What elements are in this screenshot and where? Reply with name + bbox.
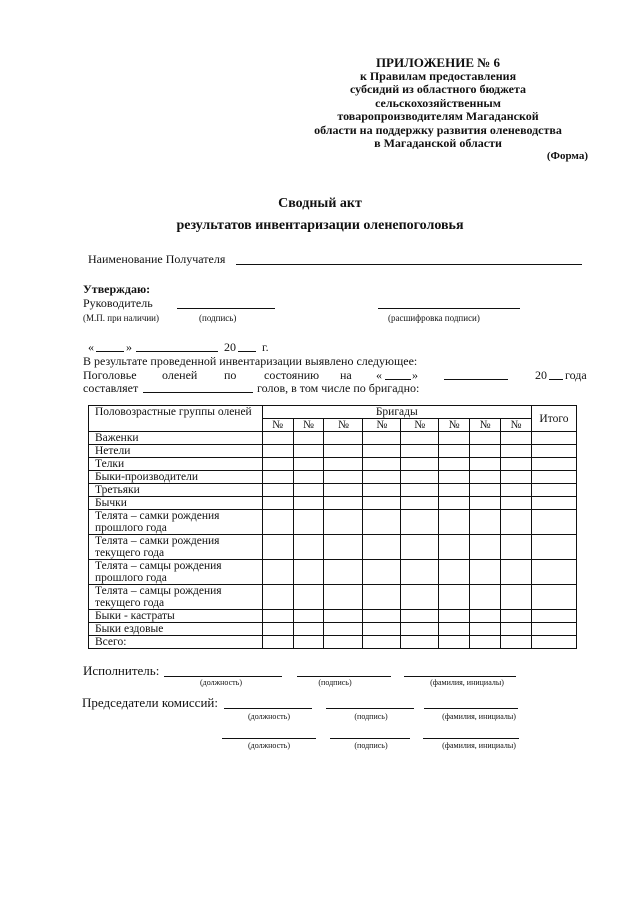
brigade-count-cell[interactable] xyxy=(401,585,439,610)
executor-signature-field[interactable] xyxy=(297,676,391,677)
brigade-count-cell[interactable] xyxy=(401,445,439,458)
brigade-count-cell[interactable] xyxy=(501,560,532,585)
age-group-label: Телята – самки рождения текущего года xyxy=(89,535,263,560)
chairman1-name-caption: (фамилия, инициалы) xyxy=(442,712,516,721)
mp-caption: (М.П. при наличии) xyxy=(83,313,159,323)
result-month-field[interactable] xyxy=(444,379,508,380)
brigade-count-cell[interactable] xyxy=(324,560,363,585)
total-count-cell[interactable] xyxy=(531,458,576,471)
brigade-count-cell[interactable] xyxy=(501,510,532,535)
table-row xyxy=(89,535,577,560)
decode-caption: (расшифровка подписи) xyxy=(388,313,480,323)
brigade-count-cell[interactable] xyxy=(401,458,439,471)
brigade-count-cell[interactable] xyxy=(363,585,401,610)
brigade-count-cell[interactable] xyxy=(501,623,532,636)
brigade-count-cell[interactable] xyxy=(439,535,470,560)
sign-caption: (подпись) xyxy=(199,313,237,323)
total-count-cell[interactable] xyxy=(531,623,576,636)
brigade-count-cell[interactable] xyxy=(293,471,324,484)
brigade-count-cell[interactable] xyxy=(470,636,501,649)
result-quote-open: « xyxy=(376,368,382,382)
brigade-no-8: № xyxy=(501,419,532,432)
chairman-label: Председатели комиссий: xyxy=(82,695,218,710)
chairman2-signature-field[interactable] xyxy=(330,738,410,739)
table-row xyxy=(89,445,577,458)
age-group-label: Бычки xyxy=(89,497,263,510)
brigade-count-cell[interactable] xyxy=(470,471,501,484)
brigade-count-cell[interactable] xyxy=(501,458,532,471)
brigade-count-cell[interactable] xyxy=(401,560,439,585)
total-count-cell[interactable] xyxy=(531,497,576,510)
brigade-count-cell[interactable] xyxy=(439,445,470,458)
table-row xyxy=(89,484,577,497)
total-count-cell[interactable] xyxy=(531,484,576,497)
brigade-count-cell[interactable] xyxy=(401,484,439,497)
recipient-field[interactable] xyxy=(236,264,582,265)
result-year-word: года xyxy=(565,368,587,382)
brigade-count-cell[interactable] xyxy=(363,510,401,535)
approve-heading: Утверждаю: xyxy=(83,282,151,296)
chairman1-name-field[interactable] xyxy=(424,708,518,709)
form-label: (Форма) xyxy=(546,150,588,162)
brigade-count-cell[interactable] xyxy=(439,432,470,445)
age-group-label: Нетели xyxy=(89,445,263,458)
brigade-count-cell[interactable] xyxy=(262,458,293,471)
executor-position-field[interactable] xyxy=(164,676,282,677)
brigade-count-cell[interactable] xyxy=(262,445,293,458)
col-total-header: Итого xyxy=(531,406,576,432)
brigade-count-cell[interactable] xyxy=(401,610,439,623)
brigade-count-cell[interactable] xyxy=(401,510,439,535)
brigade-no-5: № xyxy=(401,419,439,432)
table-row xyxy=(89,560,577,585)
brigade-count-cell[interactable] xyxy=(470,623,501,636)
table-row xyxy=(89,585,577,610)
brigade-count-cell[interactable] xyxy=(470,585,501,610)
brigade-count-cell[interactable] xyxy=(324,471,363,484)
brigade-count-cell[interactable] xyxy=(401,623,439,636)
brigade-count-cell[interactable] xyxy=(439,458,470,471)
brigade-count-cell[interactable] xyxy=(262,497,293,510)
executor-name-caption: (фамилия, инициалы) xyxy=(430,678,504,687)
brigade-count-cell[interactable] xyxy=(363,484,401,497)
date-day-field[interactable] xyxy=(96,351,124,352)
date-year-prefix: 20 xyxy=(224,340,236,354)
head-label: Руководитель xyxy=(83,296,153,310)
result-line3-prefix: составляет xyxy=(83,381,139,395)
brigade-count-cell[interactable] xyxy=(324,497,363,510)
brigade-count-cell[interactable] xyxy=(501,497,532,510)
brigade-count-cell[interactable] xyxy=(262,560,293,585)
brigade-count-cell[interactable] xyxy=(293,458,324,471)
brigade-count-cell[interactable] xyxy=(470,535,501,560)
brigade-count-cell[interactable] xyxy=(470,497,501,510)
chairman1-signature-caption: (подпись) xyxy=(354,712,388,721)
chairman1-position-caption: (должность) xyxy=(248,712,290,721)
total-count-cell[interactable] xyxy=(531,585,576,610)
age-group-label: Телята – самки рождения прошлого года xyxy=(89,510,263,535)
executor-label: Исполнитель: xyxy=(83,663,160,678)
result-intro: В результате проведенной инвентаризации выявлено следующее: xyxy=(83,354,418,368)
chairman1-position-field[interactable] xyxy=(224,708,312,709)
table-row xyxy=(89,497,577,510)
appendix-line: в Магаданской области xyxy=(374,136,502,150)
total-count-cell[interactable] xyxy=(531,471,576,484)
brigade-count-cell[interactable] xyxy=(363,560,401,585)
chairman2-signature-caption: (подпись) xyxy=(354,741,388,750)
head-signature-field[interactable] xyxy=(177,308,275,309)
date-month-field[interactable] xyxy=(136,351,218,352)
date-year-field[interactable] xyxy=(238,351,256,352)
brigade-count-cell[interactable] xyxy=(439,471,470,484)
brigade-count-cell[interactable] xyxy=(293,623,324,636)
brigade-count-cell[interactable] xyxy=(262,623,293,636)
executor-name-field[interactable] xyxy=(404,676,516,677)
inventory-table xyxy=(88,405,577,649)
total-count-cell[interactable] xyxy=(531,610,576,623)
brigade-count-cell[interactable] xyxy=(501,610,532,623)
total-count-cell[interactable] xyxy=(531,510,576,535)
brigade-count-cell[interactable] xyxy=(470,560,501,585)
brigade-count-cell[interactable] xyxy=(501,432,532,445)
table-row xyxy=(89,636,577,649)
brigade-count-cell[interactable] xyxy=(439,510,470,535)
document-subtitle: результатов инвентаризации оленепоголовья xyxy=(176,218,464,233)
age-group-label: Важенки xyxy=(89,432,263,445)
appendix-line: субсидий из областного бюджета xyxy=(349,82,527,96)
chairman2-name-field[interactable] xyxy=(423,738,519,739)
col-brigades-header: Бригады xyxy=(262,406,531,419)
executor-position-caption: (должность) xyxy=(200,678,242,687)
brigade-count-cell[interactable] xyxy=(401,471,439,484)
brigade-count-cell[interactable] xyxy=(501,636,532,649)
brigade-count-cell[interactable] xyxy=(439,623,470,636)
brigade-count-cell[interactable] xyxy=(501,445,532,458)
brigade-count-cell[interactable] xyxy=(470,458,501,471)
brigade-count-cell[interactable] xyxy=(293,484,324,497)
table-row xyxy=(89,623,577,636)
brigade-count-cell[interactable] xyxy=(324,432,363,445)
brigade-count-cell[interactable] xyxy=(324,623,363,636)
table-row xyxy=(89,432,577,445)
brigade-count-cell[interactable] xyxy=(363,610,401,623)
brigade-count-cell[interactable] xyxy=(293,445,324,458)
brigade-count-cell[interactable] xyxy=(470,445,501,458)
brigade-count-cell[interactable] xyxy=(401,497,439,510)
recipient-label: Наименование Получателя xyxy=(88,252,226,266)
total-count-cell[interactable] xyxy=(531,445,576,458)
total-count-cell[interactable] xyxy=(531,560,576,585)
brigade-count-cell[interactable] xyxy=(470,484,501,497)
document-title: Сводный акт xyxy=(278,196,362,211)
brigade-no-4: № xyxy=(363,419,401,432)
result-w4: состоянию xyxy=(264,368,320,382)
age-group-label: Всего: xyxy=(89,636,263,649)
brigade-count-cell[interactable] xyxy=(363,432,401,445)
brigade-count-cell[interactable] xyxy=(293,535,324,560)
table-row xyxy=(89,610,577,623)
brigade-count-cell[interactable] xyxy=(293,610,324,623)
brigade-count-cell[interactable] xyxy=(501,535,532,560)
brigade-count-cell[interactable] xyxy=(262,510,293,535)
brigade-count-cell[interactable] xyxy=(324,535,363,560)
brigade-count-cell[interactable] xyxy=(363,497,401,510)
age-group-label: Быки ездовые xyxy=(89,623,263,636)
result-w2: оленей xyxy=(162,368,198,382)
head-decode-field[interactable] xyxy=(378,308,520,309)
brigade-count-cell[interactable] xyxy=(262,585,293,610)
brigade-count-cell[interactable] xyxy=(262,432,293,445)
brigade-count-cell[interactable] xyxy=(262,636,293,649)
result-quote-close: » xyxy=(412,368,418,382)
brigade-count-cell[interactable] xyxy=(293,497,324,510)
appendix-number: ПРИЛОЖЕНИЕ № 6 xyxy=(375,55,501,70)
brigade-count-cell[interactable] xyxy=(439,497,470,510)
brigade-count-cell[interactable] xyxy=(439,610,470,623)
brigade-count-cell[interactable] xyxy=(401,535,439,560)
total-count-cell[interactable] xyxy=(531,636,576,649)
chairman2-name-caption: (фамилия, инициалы) xyxy=(442,741,516,750)
total-count-cell[interactable] xyxy=(531,432,576,445)
brigade-count-cell[interactable] xyxy=(501,471,532,484)
appendix-line: области на поддержку развития оленеводства xyxy=(314,122,562,137)
brigade-count-cell[interactable] xyxy=(470,610,501,623)
brigade-count-cell[interactable] xyxy=(439,585,470,610)
brigade-count-cell[interactable] xyxy=(324,484,363,497)
col-group-header: Половозрастные группы оленей xyxy=(89,406,263,432)
result-line3-suffix: голов, в том числе по бригадно: xyxy=(257,381,420,395)
age-group-label: Быки - кастраты xyxy=(89,610,263,623)
date-open-quote: « xyxy=(88,340,94,354)
brigade-count-cell[interactable] xyxy=(293,585,324,610)
brigade-count-cell[interactable] xyxy=(363,458,401,471)
age-group-label: Телята – самцы рождения прошлого года xyxy=(89,560,263,585)
brigade-count-cell[interactable] xyxy=(324,510,363,535)
brigade-no-6: № xyxy=(439,419,470,432)
brigade-no-7: № xyxy=(470,419,501,432)
brigade-count-cell[interactable] xyxy=(262,484,293,497)
brigade-no-3: № xyxy=(324,419,363,432)
brigade-count-cell[interactable] xyxy=(501,484,532,497)
chairman2-position-field[interactable] xyxy=(222,738,316,739)
table-row xyxy=(89,458,577,471)
age-group-label: Быки-производители xyxy=(89,471,263,484)
brigade-count-cell[interactable] xyxy=(401,636,439,649)
brigade-count-cell[interactable] xyxy=(363,471,401,484)
result-day-field[interactable] xyxy=(385,379,411,380)
result-w3: по xyxy=(224,368,237,382)
brigade-count-cell[interactable] xyxy=(293,432,324,445)
result-w1: Поголовье xyxy=(83,368,137,382)
brigade-count-cell[interactable] xyxy=(401,432,439,445)
age-group-label: Телята – самцы рождения текущего года xyxy=(89,585,263,610)
brigade-count-cell[interactable] xyxy=(262,471,293,484)
brigade-count-cell[interactable] xyxy=(324,636,363,649)
brigade-count-cell[interactable] xyxy=(324,458,363,471)
brigade-count-cell[interactable] xyxy=(363,445,401,458)
brigade-count-cell[interactable] xyxy=(439,484,470,497)
brigade-no-2: № xyxy=(293,419,324,432)
result-year: 20 xyxy=(535,368,547,382)
table-row xyxy=(89,510,577,535)
chairman1-signature-field[interactable] xyxy=(326,708,414,709)
brigade-count-cell[interactable] xyxy=(293,510,324,535)
date-year-suffix: г. xyxy=(262,340,269,354)
brigade-count-cell[interactable] xyxy=(262,610,293,623)
age-group-label: Третьяки xyxy=(89,484,263,497)
age-group-label: Телки xyxy=(89,458,263,471)
brigade-count-cell[interactable] xyxy=(293,636,324,649)
chairman2-position-caption: (должность) xyxy=(248,741,290,750)
result-year-field[interactable] xyxy=(549,379,563,380)
brigade-count-cell[interactable] xyxy=(439,560,470,585)
brigade-count-cell[interactable] xyxy=(470,510,501,535)
appendix-line: товаропроизводителям Магаданской xyxy=(337,109,539,123)
brigade-count-cell[interactable] xyxy=(363,535,401,560)
brigade-count-cell[interactable] xyxy=(363,636,401,649)
brigade-count-cell[interactable] xyxy=(363,623,401,636)
brigade-count-cell[interactable] xyxy=(293,560,324,585)
brigade-count-cell[interactable] xyxy=(439,636,470,649)
appendix-lines xyxy=(290,70,586,151)
appendix-header xyxy=(290,56,586,151)
brigade-no-1: № xyxy=(262,419,293,432)
brigade-count-cell[interactable] xyxy=(262,535,293,560)
executor-signature-caption: (подпись) xyxy=(318,678,352,687)
brigade-count-cell[interactable] xyxy=(324,610,363,623)
date-close-quote: » xyxy=(126,340,132,354)
result-w5: на xyxy=(340,368,352,382)
brigade-count-cell[interactable] xyxy=(324,585,363,610)
brigade-count-cell[interactable] xyxy=(324,445,363,458)
appendix-line: сельскохозяйственным xyxy=(375,95,501,110)
total-count-cell[interactable] xyxy=(531,535,576,560)
appendix-line: к Правилам предоставления xyxy=(359,68,517,83)
brigade-count-cell[interactable] xyxy=(501,585,532,610)
table-row xyxy=(89,471,577,484)
total-count-field[interactable] xyxy=(143,392,253,393)
brigade-count-cell[interactable] xyxy=(470,432,501,445)
table-header-row xyxy=(89,406,577,419)
